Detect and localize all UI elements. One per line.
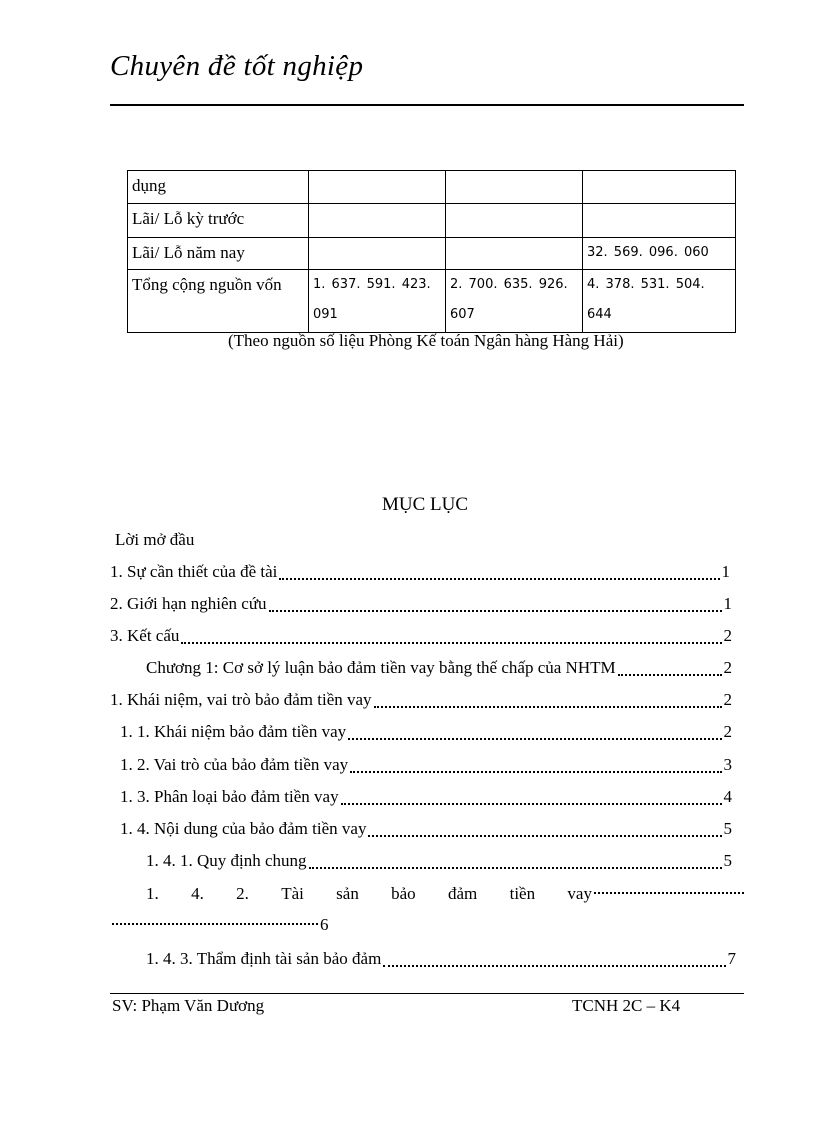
toc-word: Tài xyxy=(281,884,304,903)
toc-entry-page: 3 xyxy=(723,755,732,774)
footer-author: SV: Phạm Văn Dương xyxy=(112,996,265,1015)
table-cell xyxy=(446,171,583,204)
toc-entry[interactable] xyxy=(110,626,732,650)
financial-table xyxy=(127,170,736,333)
table-cell xyxy=(309,270,446,333)
toc-leader xyxy=(368,835,721,837)
toc-entry[interactable] xyxy=(110,594,732,618)
toc-entry-label: 1. 4. 3. Thẩm định tài sản bảo đảm xyxy=(146,949,382,968)
toc-leader xyxy=(112,923,318,925)
toc-leader xyxy=(309,867,722,869)
toc-entry-label: 1. Sự cần thiết của đề tài xyxy=(110,562,278,581)
toc-entry[interactable] xyxy=(120,755,732,779)
toc-entry-page: 5 xyxy=(723,851,732,870)
toc-entry[interactable] xyxy=(120,819,732,843)
toc-leader xyxy=(279,578,719,580)
cell-value: 32. 569. 096. 060 xyxy=(587,245,709,260)
toc-entry-page: 6 xyxy=(320,915,329,934)
toc-leader xyxy=(269,610,722,612)
table-cell xyxy=(446,238,583,270)
header-divider xyxy=(110,104,744,106)
table-source-note: (Theo nguồn số liệu Phòng Kế toán Ngân hàng Hàng Hải) xyxy=(228,331,624,350)
toc-leader xyxy=(618,674,722,676)
toc-leader xyxy=(341,803,722,805)
toc-entry[interactable] xyxy=(110,562,730,586)
toc-entry-page: 1 xyxy=(723,594,732,613)
cell-value: 2. 700. 635. 926. xyxy=(450,277,568,292)
toc-leader xyxy=(181,642,721,644)
footer-divider xyxy=(110,993,744,994)
toc-entry-label: 1. 3. Phân loại bảo đảm tiền vay xyxy=(120,787,339,806)
table-cell xyxy=(583,238,736,270)
table-cell xyxy=(309,204,446,238)
toc-word-with-leader xyxy=(567,884,744,904)
table-cell xyxy=(446,270,583,333)
toc-entry-label: 3. Kết cấu xyxy=(110,626,180,645)
toc-word: 1. xyxy=(146,884,159,903)
toc-entry-label: 2. Giới hạn nghiên cứu xyxy=(110,594,267,613)
toc-entry-label: 1. 4. 1. Quy định chung xyxy=(146,851,307,870)
toc-leader xyxy=(374,706,722,708)
row-label: Lãi/ Lỗ kỳ trước xyxy=(128,204,309,238)
footer-class: TCNH 2C – K4 xyxy=(572,996,681,1015)
page-header-title: Chuyên đề tốt nghiệp xyxy=(110,50,364,82)
table-row xyxy=(128,171,736,204)
toc-entry[interactable] xyxy=(146,949,736,973)
toc-word: tiền xyxy=(509,884,536,903)
toc-word: bảo xyxy=(391,884,416,903)
toc-entry-justified[interactable] xyxy=(146,884,744,904)
toc-word: sản xyxy=(336,884,359,903)
toc-leader xyxy=(383,965,725,967)
cell-value: 1. 637. 591. 423. xyxy=(313,277,431,292)
row-label: dụng xyxy=(128,171,309,204)
cell-value: 644 xyxy=(587,307,612,322)
toc-entry-page: 4 xyxy=(723,787,732,806)
cell-value: 607 xyxy=(450,307,475,322)
table-cell xyxy=(446,204,583,238)
toc-leader xyxy=(350,771,721,773)
cell-value: 4. 378. 531. 504. xyxy=(587,277,705,292)
toc-entry-page: 2 xyxy=(723,722,732,741)
table-row xyxy=(128,204,736,238)
table-cell xyxy=(583,204,736,238)
toc-entry-continuation xyxy=(112,915,329,935)
toc-entry[interactable] xyxy=(146,658,732,682)
table-row xyxy=(128,238,736,270)
toc-entry-page: 1 xyxy=(721,562,730,581)
toc-leader xyxy=(594,892,744,894)
toc-word: đảm xyxy=(448,884,478,903)
toc-entry-page: 2 xyxy=(723,658,732,677)
row-label: Lãi/ Lỗ năm nay xyxy=(128,238,309,270)
toc-leader xyxy=(348,738,721,740)
toc-entry-page: 7 xyxy=(727,949,736,968)
table-cell xyxy=(309,171,446,204)
table-cell xyxy=(583,270,736,333)
toc-entry[interactable] xyxy=(120,722,732,746)
toc-title: MỤC LỤC xyxy=(381,494,469,515)
toc-entry-label: 1. 2. Vai trò của bảo đảm tiền vay xyxy=(120,755,349,774)
table-row xyxy=(128,270,736,333)
toc-entry-label: 1. 4. Nội dung của bảo đảm tiền vay xyxy=(120,819,367,838)
toc-entry-page: 2 xyxy=(723,690,732,709)
toc-entry-label: Chương 1: Cơ sở lý luận bảo đảm tiền vay bằng thế chấp của NHTM xyxy=(146,658,616,677)
toc-entry-page: 2 xyxy=(723,626,732,645)
table-cell xyxy=(309,238,446,270)
toc-entry-page: 5 xyxy=(723,819,732,838)
toc-entry[interactable] xyxy=(110,690,732,714)
toc-word: 4. xyxy=(191,884,204,903)
row-label: Tổng cộng nguồn vốn xyxy=(128,270,309,333)
toc-entry-label: 1. 1. Khái niệm bảo đảm tiền vay xyxy=(120,722,347,741)
cell-value: 091 xyxy=(313,307,338,322)
toc-entry[interactable] xyxy=(120,787,732,811)
toc-entry-label: 1. Khái niệm, vai trò bảo đảm tiền vay xyxy=(110,690,372,709)
toc-word: vay xyxy=(567,884,592,903)
toc-entry[interactable] xyxy=(146,851,732,875)
toc-word: 2. xyxy=(236,884,249,903)
table-cell xyxy=(583,171,736,204)
toc-intro: Lời mở đầu xyxy=(115,530,195,549)
